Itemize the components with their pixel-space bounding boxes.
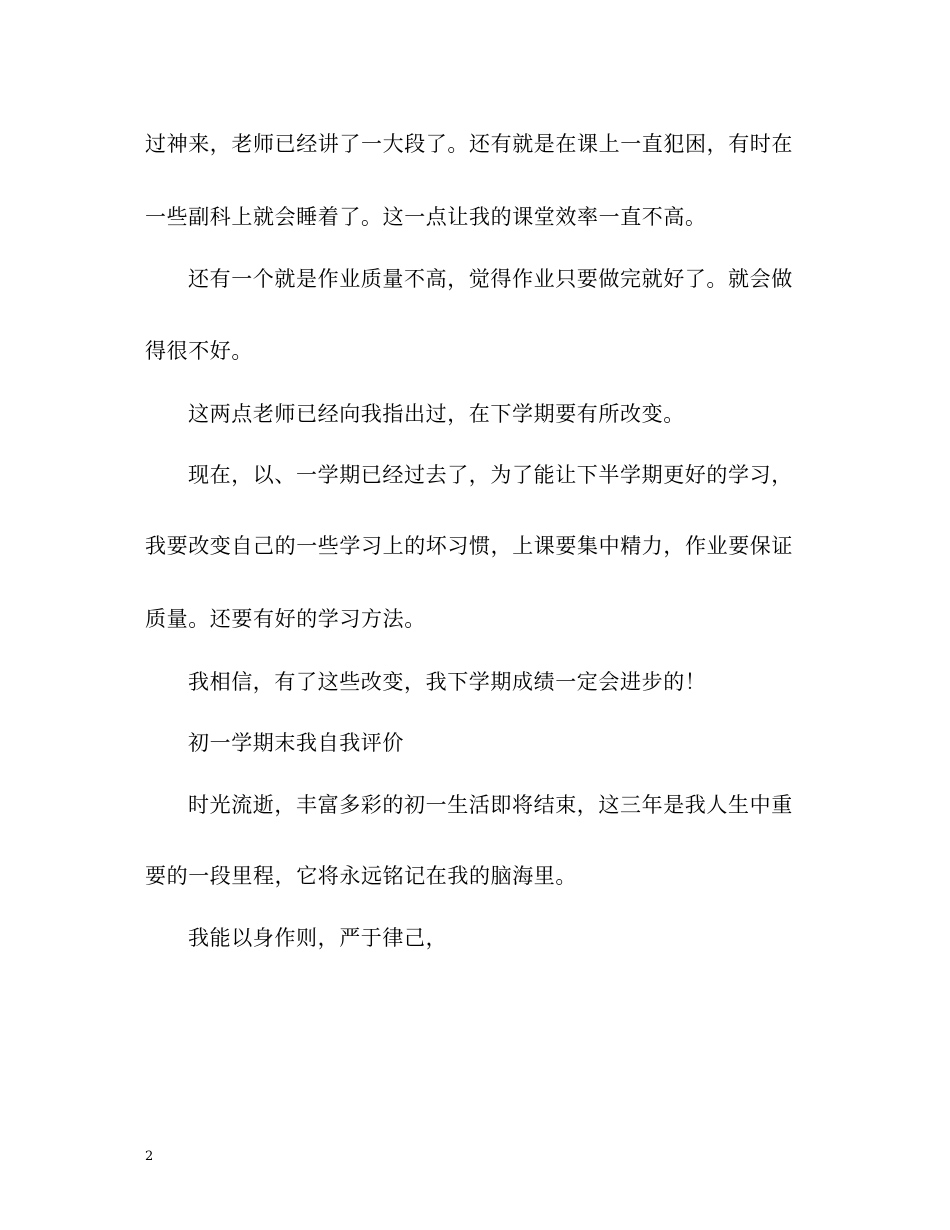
section-heading: 初一学期末我自我评价 (188, 731, 404, 755)
text-line-1: 过神来，老师已经讲了一大段了。还有就是在课上一直犯困，有时在 (145, 132, 793, 156)
text-line-12: 要的一段里程，它将永远铭记在我的脑海里。 (145, 864, 577, 888)
text-line-7: 我要改变自己的一些学习上的坏习惯，上课要集中精力，作业要保证 (145, 534, 793, 558)
paragraph-start-5: 这两点老师已经向我指出过，在下学期要有所改变。 (188, 402, 685, 426)
text-line-4: 得很不好。 (145, 339, 253, 363)
paragraph-start-3: 还有一个就是作业质量不高，觉得作业只要做完就好了。就会做 (188, 267, 793, 291)
paragraph-start-6: 现在，以、一学期已经过去了，为了能让下半学期更好的学习， (188, 463, 793, 487)
paragraph-start-11: 时光流逝，丰富多彩的初一生活即将结束，这三年是我人生中重 (188, 793, 793, 817)
page-number: 2 (145, 1149, 154, 1164)
text-line-8: 质量。还要有好的学习方法。 (145, 607, 426, 631)
paragraph-start-13: 我能以身作则，严于律己， (188, 926, 448, 950)
text-line-2: 一些副科上就会睡着了。这一点让我的课堂效率一直不高。 (145, 205, 707, 229)
paragraph-start-9: 我相信，有了这些改变，我下学期成绩一定会进步的！ (188, 670, 707, 694)
